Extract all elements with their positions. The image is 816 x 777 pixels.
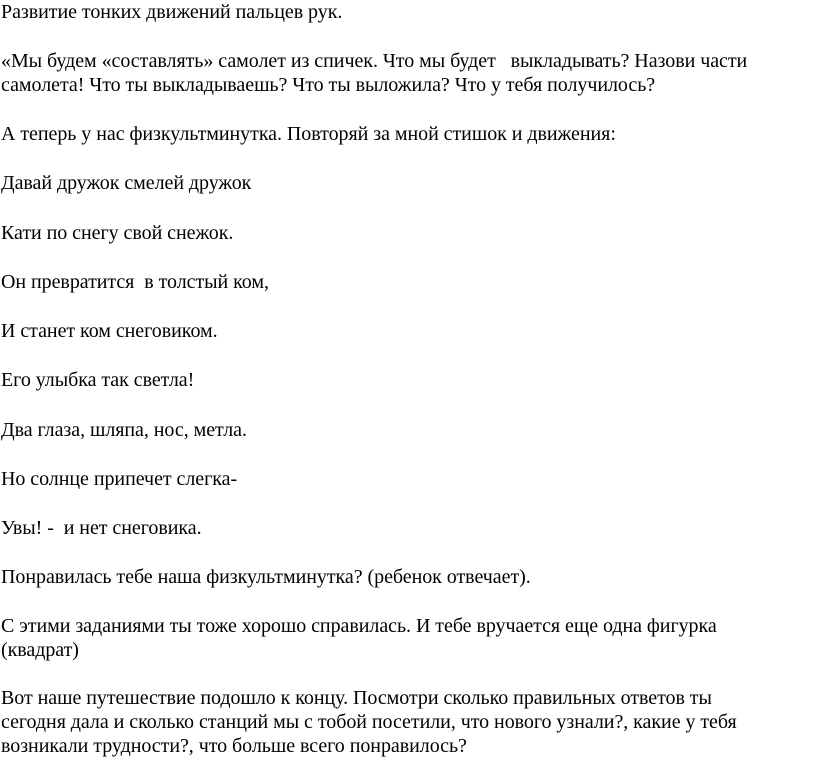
poem-line-1: Давай дружок смелей дружок	[1, 172, 252, 194]
paragraph-award-line-1: С этими заданиями ты тоже хорошо справилась. И тебе вручается еще одна фигурка	[1, 615, 717, 637]
paragraph-question: Понравилась тебе наша физкультминутка? (ребенок отвечает).	[1, 566, 531, 588]
poem-line-4: И станет ком снеговиком.	[1, 320, 218, 342]
heading-fine-motor: Развитие тонких движений пальцев рук.	[1, 1, 343, 23]
poem-line-2: Кати по снегу свой снежок.	[1, 222, 234, 244]
paragraph-summary-line-3: возникали трудности?, что больше всего понравилось?	[1, 735, 467, 757]
paragraph-summary-line-2: сегодня дала и сколько станций мы с тобой посетили, что нового узнали?, какие у тебя	[1, 711, 737, 733]
paragraph-summary-line-1: Вот наше путешествие подошло к концу. Посмотри сколько правильных ответов ты	[1, 687, 712, 709]
poem-line-7: Но солнце припечет слегка-	[1, 468, 238, 490]
paragraph-matches-line-2: самолета! Что ты выкладываешь? Что ты выложила? Что у тебя получилось?	[1, 74, 656, 96]
poem-line-8: Увы! - и нет снеговика.	[1, 517, 202, 539]
paragraph-matches-line-1: «Мы будем «составлять» самолет из спичек. Что мы будет выкладывать? Назови части	[1, 50, 748, 72]
poem-line-5: Его улыбка так светла!	[1, 369, 195, 391]
poem-line-6: Два глаза, шляпа, нос, метла.	[1, 419, 247, 441]
poem-line-3: Он превратится в толстый ком,	[1, 271, 269, 293]
paragraph-exercise-intro: А теперь у нас физкультминутка. Повторяй за мной стишок и движения:	[1, 123, 616, 145]
paragraph-award-line-2: (квадрат)	[1, 639, 79, 661]
